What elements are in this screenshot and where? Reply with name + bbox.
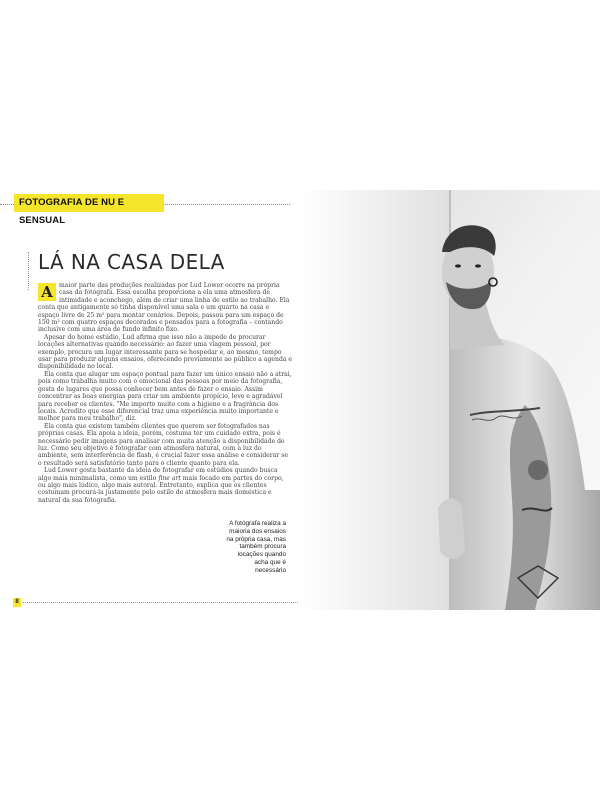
paragraph-4: Ela conta que existem também clientes que querem ser fotografados nas próprias casas. Ela apoia a ideia, porém, costuma ter um cuidado extra, pois é necessário pedir imagens para analisar com muita atenção a disponibilidade de luz. Como seu objetivo é fotografar com atmosfera natural, com a luz do ambiente, sem interferência de flash, é crucial fazer essa análise e considerar se o resultado será satisfatório tanto para o cliente quanto para ela. xyxy=(38,422,288,467)
bottom-rule xyxy=(23,602,298,603)
portrait-photo xyxy=(300,190,600,610)
page-number: 8 xyxy=(13,598,21,607)
section-tag: FOTOGRAFIA DE NU E SENSUAL xyxy=(14,194,164,212)
paragraph-5-text-b: mais focado em partes do corpo, ou algo mais lúdico, algo mais autoral. Entretanto, explica que os clientes costumam procurá-la justamente pelo estilo de atmosfera mais doméstica e natural da sua fotografia. xyxy=(38,474,284,504)
wall-panel xyxy=(300,190,450,610)
paragraph-1 xyxy=(38,282,292,334)
paragraph-3: Ela conta que alugar um espaço pontual para fazer um único ensaio não a atrai, pois como trabalha muito com o emocional das pessoas por meio da fotografia, gosta de lugares que possa conhecer bem antes de fazer o ensaio. Assim concentrar as boas energias para criar um ambiente propício, leve e agradável para receber os clientes. "Me importo muito com a higiene e a fragrância dos locais. Acredito que esse diferencial traz uma experiência muito importante e melhor para meu trabalho", diz. xyxy=(38,370,292,423)
article-title: LÁ NA CASA DELA xyxy=(38,250,225,274)
paragraph-5 xyxy=(38,467,292,504)
photo-caption: A fotógrafa realiza a maioria dos ensaios na própria casa, mas também procura locações quando acha que é necessário xyxy=(226,520,286,574)
left-page xyxy=(0,190,300,610)
paragraph-2: Apesar do home estúdio, Lud afirma que isso não a impede de procurar locações alternativas quando necessário: ao fazer uma viagem pessoal, por exemplo, procura um lugar interessante para se hospedar e, ao mesmo, tempo usar para produzir alguns ensaios, oferecendo previamente ao público a agenda e disponibilidade no local. xyxy=(38,333,293,371)
magazine-spread xyxy=(0,190,600,610)
paragraph-5-text-a: Lud Lower gosta bastante da ideia de fotografar em estúdios quando busca algo mais minimalista, como um estilo xyxy=(38,467,278,482)
hand xyxy=(438,498,465,559)
title-rule xyxy=(28,252,29,290)
drop-cap: A xyxy=(38,283,56,301)
portrait-illustration xyxy=(300,190,600,610)
paragraph-1-text: maior parte das produções realizadas por Lud Lower ocorre na própria casa da fotógrafa. Essa escolha proporciona a ela uma atmosfera de intimidade e aconchego, além de criar uma linha de estilo ao trabalho. Ela conta que antigamente só tinha disponível uma sala e um quarto na casa e espaço livre de 25 m² para montar cenários. Depois, passou para um espaço de 150 m² com quatro espaços decorados e pensados para a fotografia – contando inclusive com uma área de fundo infinito fixo. xyxy=(38,282,290,334)
article-body xyxy=(38,282,292,504)
paragraph-5-italic: fine art xyxy=(158,474,181,482)
